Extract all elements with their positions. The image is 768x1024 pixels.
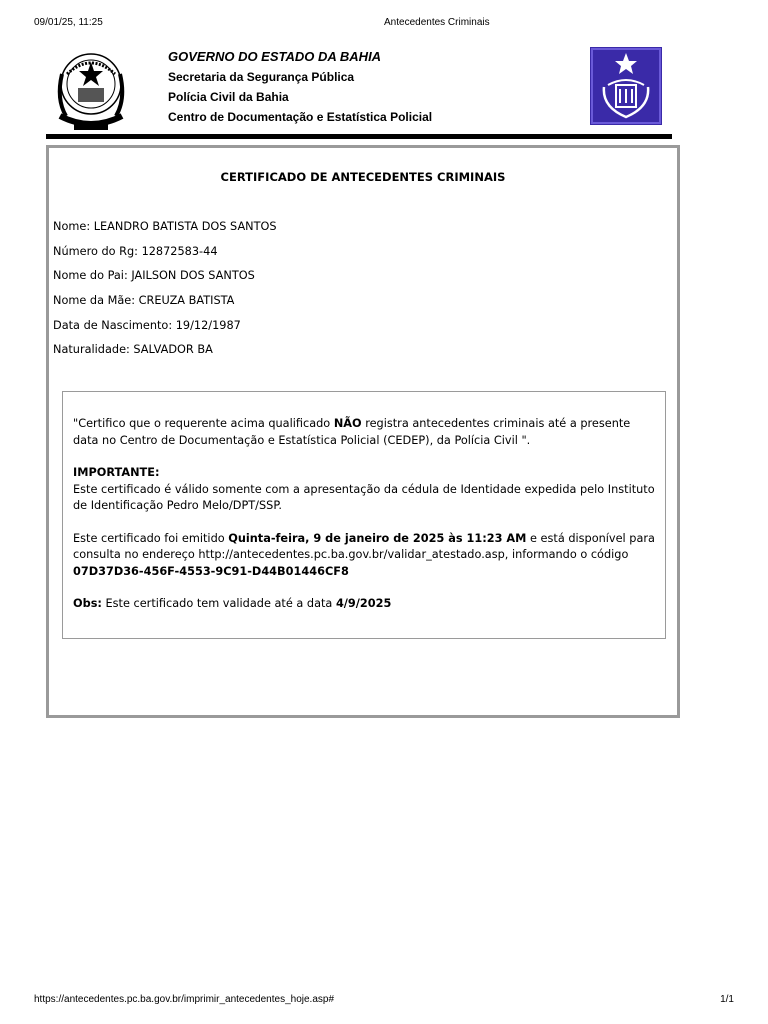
- document-header: [46, 42, 672, 137]
- secretariat-title: Secretaria da Segurança Pública: [168, 70, 355, 84]
- print-page-title: Antecedentes Criminais: [384, 17, 490, 28]
- important-label: IMPORTANTE:: [73, 466, 160, 479]
- print-datetime: 09/01/25, 11:25: [34, 17, 103, 28]
- certificate-title: CERTIFICADO DE ANTECEDENTES CRIMINAIS: [220, 170, 506, 184]
- print-page-number: 1/1: [720, 994, 734, 1005]
- government-title: GOVERNO DO ESTADO DA BAHIA: [168, 49, 382, 64]
- field-rg: Número do Rg: 12872583-44: [53, 244, 218, 258]
- certification-statement-box: [62, 391, 666, 639]
- certification-statement: "Certifico que o requerente acima qualificado NÃO registra antecedentes criminais até a presente data no Centro de Documentação e Estatística Policial (CEDEP), da Polícia Civil ".: [73, 417, 631, 447]
- print-url: https://antecedentes.pc.ba.gov.br/imprimir_antecedentes_hoje.asp#: [34, 994, 334, 1005]
- header-text-block: [168, 49, 432, 130]
- field-birthdate: Data de Nascimento: 19/12/1987: [53, 318, 241, 332]
- verification-code: 07D37D36-456F-4553-9C91-D44B01446CF8: [73, 564, 349, 578]
- important-notice: IMPORTANTE: Este certificado é válido somente com a apresentação da cédula de Identidade expedida pelo Instituto de Identificação Pedro Melo/DPT/SSP.: [73, 466, 655, 512]
- field-name: Nome: LEANDRO BATISTA DOS SANTOS: [53, 220, 277, 233]
- validity-note: Obs: Este certificado tem validade até a data 4/9/2025: [73, 597, 392, 610]
- field-mother: Nome da Mãe: CREUZA BATISTA: [53, 294, 235, 308]
- certificate-box: [46, 145, 680, 718]
- department-title: Centro de Documentação e Estatística Policial: [168, 110, 433, 124]
- field-father: Nome do Pai: JAILSON DOS SANTOS: [53, 269, 255, 283]
- issuance-info: Este certificado foi emitido Quinta-feira, 9 de janeiro de 2025 às 11:23 AM e está disponível para consulta no endereço http://antecedentes.pc.ba.gov.br/validar_atestado.asp, informando o código 07D37D36-456F-4553-9C91-D44B01446CF8: [73, 531, 655, 578]
- police-title: Polícia Civil da Bahia: [168, 90, 289, 104]
- applicant-fields: [53, 220, 277, 368]
- bahia-state-seal-icon: [52, 44, 130, 132]
- policia-civil-badge-icon: [590, 47, 662, 125]
- field-birthplace: Naturalidade: SALVADOR BA: [53, 343, 213, 357]
- header-divider: [46, 134, 672, 139]
